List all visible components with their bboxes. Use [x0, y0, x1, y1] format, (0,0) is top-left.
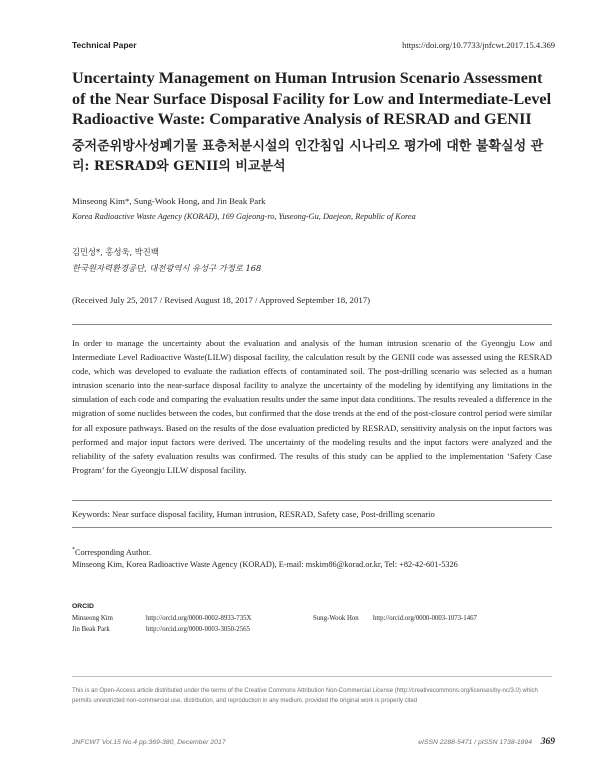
affiliation: Korea Radioactive Waste Agency (KORAD), 169 Gajeong-ro, Yuseong-Gu, Daejeon, Republic of Korea [72, 212, 416, 221]
orcid-name: Sung-Wook Hon [313, 615, 359, 622]
affiliation-korean: 한국원자력환경공단, 대전광역시 유성구 가정로 168 [72, 263, 262, 273]
orcid-link[interactable]: http://orcid.org/0000-0003-3050-2565 [146, 626, 250, 633]
orcid-heading: ORCID [72, 603, 94, 610]
doi-link[interactable]: https://doi.org/10.7733/jnfcwt.2017.15.4.369 [402, 40, 555, 50]
license-divider [72, 676, 552, 677]
abstract-top-divider [72, 324, 552, 325]
orcid-name: Jin Beak Park [72, 626, 110, 633]
page-number: 369 [540, 737, 555, 747]
keywords: Keywords: Near surface disposal facility, Human intrusion, RESRAD, Safety case, Post-drilling scenario [72, 509, 435, 519]
corresponding-mark: * [72, 547, 75, 553]
paper-title: Uncertainty Management on Human Intrusion Scenario Assessment of the Near Surface Disposal Facility for Low and Intermediate-Level Radioactive Waste: Comparative Analysis of RESRAD and GENII [72, 69, 552, 128]
issn: eISSN 2288-5471 / pISSN 1738-1894 [418, 739, 532, 746]
abstract-bottom-divider [72, 500, 552, 501]
orcid-link[interactable]: http://orcid.org/0000-0003-1073-1467 [373, 615, 477, 622]
author-list: Minseong Kim*, Sung-Wook Hong, and Jin Beak Park [72, 196, 266, 206]
corresponding-detail: Minseong Kim, Korea Radioactive Waste Agency (KORAD), E-mail: mskim86@korad.or.kr, Tel: +82-42-601-5326 [72, 560, 458, 569]
abstract-text: In order to manage the uncertainty about the evaluation and analysis of the human intrusion scenario of the Gyeongju Low and Intermediate Level Radioactive Waste(LILW) disposal facility, the calculation result by the GENII code was assessed using the RESRAD code, which was developed to evaluate the radiation effects of contaminated soil. The post-drilling scenario was selected as a human intrusion scenario into the near-surface disposal facility to analyze the uncertainty of the modeling by identifying any limitations in the simulation of each code and comparing the evaluation results under the same input data conditions. The results revealed a difference in the migration of some nuclides between the codes, but confirmed that the dose trends at the end of the post-closure control period were similar for all exposure pathways. Based on the results of the dose evaluation predicted by RESRAD, sensitivity analysis on the input factors was performed and major input factors were derived. The uncertainty of the modeling results and the input factors were analyzed and the reliability of the safety evaluation results was confirmed. The results of this study can be applied to the implementation ‘Safety Case Program’ for the Gyeongju LILW disposal facility. [72, 338, 552, 475]
section-label: Technical Paper [72, 40, 137, 50]
paper-title-korean: 중저준위방사성폐기물 표층처분시설의 인간침입 시나리오 평가에 대한 불확실성 관리: RESRAD와 GENII의 비교분석 [72, 139, 544, 174]
orcid-link[interactable]: http://orcid.org/0000-0002-8933-735X [146, 615, 252, 622]
license-notice: This is an Open-Access article distributed under the terms of the Creative Commons Attribution Non-Commercial License (http://creativecommons.org/licenses/by-nc/3.0) which permits unrestricted non-commercial use, distribution, and reproduction in any medium, provided the original work is properly cited [72, 688, 538, 704]
submission-dates: (Received July 25, 2017 / Revised August 18, 2017 / Approved September 18, 2017) [72, 295, 371, 305]
journal-citation: JNFCWT Vol.15 No.4 pp.369-380, December 2017 [72, 739, 226, 746]
corresponding-author [72, 544, 458, 571]
author-list-korean: 김민성*, 홍성욱, 박진백 [72, 247, 159, 257]
orcid-name: Minseong Kim [72, 615, 113, 622]
keywords-divider [72, 527, 552, 528]
corresponding-label: Corresponding Author. [75, 548, 152, 557]
